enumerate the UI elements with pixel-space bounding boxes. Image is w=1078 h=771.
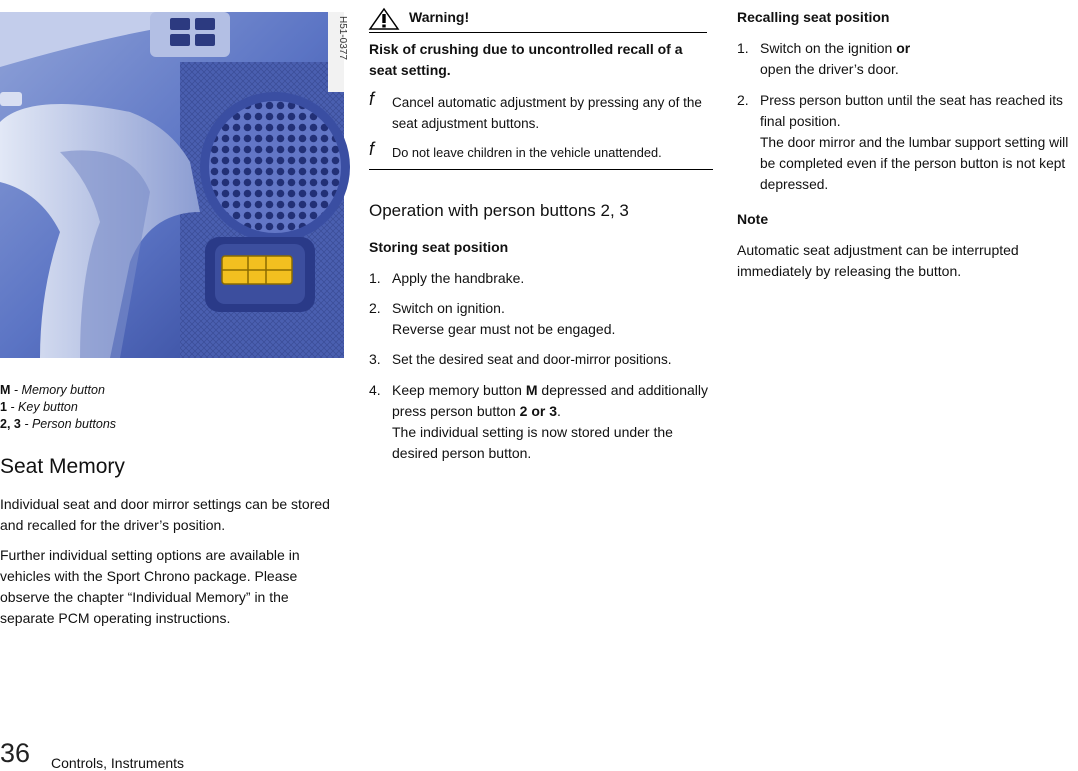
list-item: 1. Apply the handbrake. [369, 270, 525, 286]
warning-bullet: f Do not leave children in the vehicle unattended. [369, 139, 662, 160]
list-item: 3. Set the desired seat and door-mirror positions. [369, 351, 672, 367]
warning-triangle-icon [369, 8, 399, 30]
warning-title: Risk of crushing due to uncontrolled recall of a seat setting. [369, 41, 683, 78]
list-item: 2. Press person button until the seat has reached its final position. The door mirror and the lumbar support setting will be completed even if the person button is not kept depressed. [737, 92, 1069, 192]
storing-title: Storing seat position [369, 239, 509, 255]
section-title-operation: Operation with person buttons 2, 3 [369, 201, 629, 220]
caption-person: 2, 3 - Person buttons [0, 417, 117, 431]
page-number: 36 [0, 738, 31, 768]
section-title-seat-memory: Seat Memory [0, 455, 125, 478]
bullet-glyph: f [369, 139, 375, 159]
note-text: Automatic seat adjustment can be interrupted immediately by releasing the button. [737, 242, 1019, 279]
figure-captions [0, 382, 116, 433]
sport-chrono-paragraph: Further individual setting options are available in vehicles with the Sport Chrono package. Please observe the chapter “Individual Memory” in the separate PCM operating instructions. [0, 547, 300, 626]
warning-bullet: f Cancel automatic adjustment by pressing any of the seat adjustment buttons. [369, 89, 702, 131]
footer-section: Controls, Instruments [51, 755, 185, 771]
door-panel-illustration [0, 12, 348, 358]
door-panel-figure [0, 12, 348, 358]
list-item: 4. Keep memory button M depressed and additionally press person button 2 or 3. The individual setting is now stored under the desired person button. [369, 382, 708, 461]
note-title: Note [737, 211, 769, 227]
intro-paragraph: Individual seat and door mirror settings can be stored and recalled for the driver’s position. [0, 496, 330, 533]
bullet-glyph: f [369, 89, 375, 109]
warning-label: Warning! [409, 9, 470, 25]
divider [369, 169, 713, 170]
list-item: 1. Switch on the ignition or open the driver’s door. [737, 40, 911, 77]
warning-header [369, 6, 707, 33]
figure-label: H51-0377 [337, 16, 348, 60]
list-item: 2. Switch on ignition. Reverse gear must not be engaged. [369, 300, 616, 337]
caption-key: 1 - Key button [0, 400, 78, 414]
recall-title: Recalling seat position [737, 9, 890, 25]
caption-memory: M - Memory button [0, 383, 105, 397]
